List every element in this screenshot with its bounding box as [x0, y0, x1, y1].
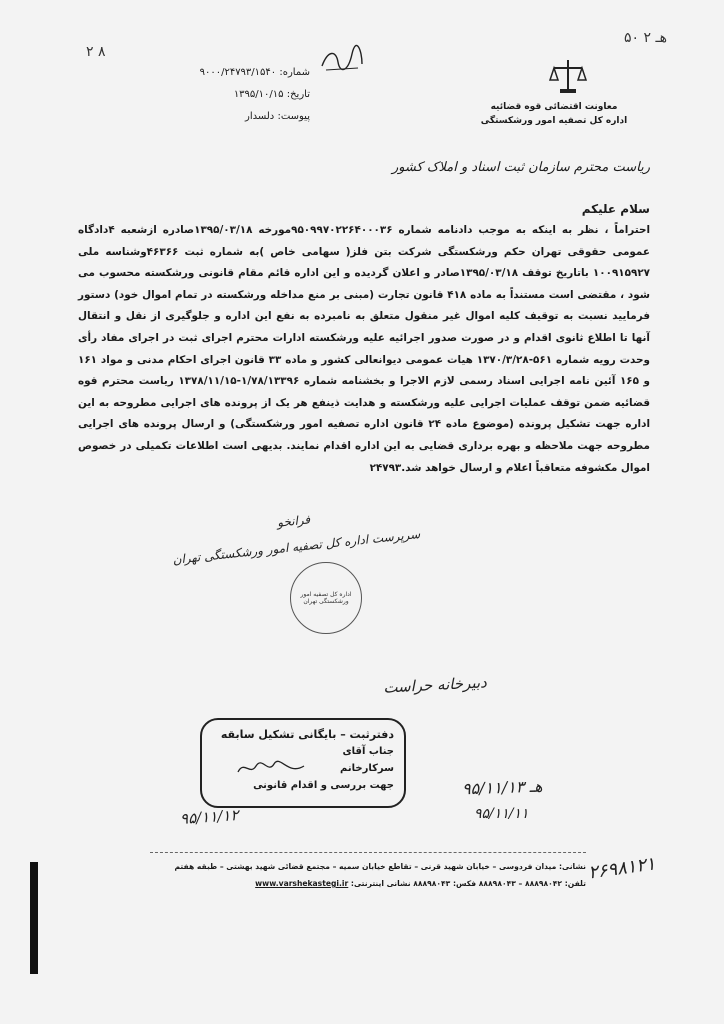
letter-attachment-row [140, 106, 310, 128]
footer-website-label: نشانی اینترنتی: [350, 879, 411, 888]
signature-line-1: فرانخو [276, 512, 311, 530]
signature-block [158, 494, 432, 574]
corner-handwritten-mark-left: ۲ ۸ [86, 44, 106, 60]
body-paragraph: احتراماً ، نظر به اینکه به موجب دادنامه شماره ۹۵۰۹۹۷۰۲۲۶۴۰۰۰۳۶مورخه ۱۳۹۵/۰۳/۱۸صادره ازشعبه ۴دادگاه عمومی حقوقی تهران حکم ورشکستگی شرکت بتن فلز( سهامی خاص )به شماره ثبت ۴۶۳۶۶وشناسه ملی ۱۰۰۹۱۵۹۲۷ باتاریخ توقف ۱۳۹۵/۰۳/۱۸صادر و اعلان گردیده و این اداره قائم مقام قانونی ورشکسته محسوب می شود ، مقتضی است مستنداً به ماده ۴۱۸ قانون تجارت (مبنی بر منع مداخله ورشکسته در تمام اموال خود) دستور فرمایید نسبت به توقیف کلیه اموال غیر منقول متعلق به نامبرده به نفع این اداره و جلوگیری از نقل و انتقال آنها تا اطلاع ثانوی اقدام و در صورت صدور اجرائیه علیه ورشکسته ادارات محترم اجرای ثبت در اجرای مفاد رأی وحدت رویه شماره ۵۶۱-۱۳۷۰/۳/۲۸ هیات عمومی دیوانعالی کشور و ماده ۳۳ قانون اجرای احکام مدنی و مواد ۱۶۱ و ۱۶۵ آئین نامه اجرایی اسناد رسمی لازم الاجرا و بخشنامه شماره ۱/۷۸/۱۳۳۹۶-۱۳۷۸/۱۱/۱۵ ریاست محترم قوه قضائیه ضمن توقف عملیات اجرایی علیه ورشکسته و هدایت ذینفع هر یک از پرونده های اجرایی مطروحه به این اداره جهت تشکیل پرونده (موضوع ماده ۲۴ قانون اداره تصفیه امور ورشکستگی) و ارسال پرونده های اجرایی مطروحه جهت ملاحظه و بهره برداری قضایی به این اداره اقدام نمایند. بدیهی است اطلاعات تکمیلی در خصوص اموال مکشوفه متعاقباً اعلام و ارسال خواهد شد.۲۴۷۹۳ [78, 224, 651, 474]
salutation: سلام علیکم [581, 202, 650, 216]
top-signature-scribble-icon [318, 44, 366, 74]
corner-handwritten-mark: ۵۰ ۲ هـ [624, 30, 667, 46]
org-line-2: اداره کل تصفیه امور ورشکستگی [480, 116, 628, 126]
letter-attachment-value: دلسدار [244, 111, 275, 122]
box-stamp-line-4: جهت بررسی و اقدام قانونی [253, 780, 394, 791]
letter-body [78, 220, 650, 479]
recipient-line: ریاست محترم سازمان ثبت اسناد و املاک کشور [391, 160, 650, 175]
footer-contact-row [150, 875, 586, 892]
stamp-scribble-icon [236, 758, 306, 778]
letter-number-label: شماره: [279, 67, 310, 78]
round-stamp-text: اداره کل تصفیه امور ورشکستگی تهران [300, 591, 352, 605]
judiciary-emblem-icon [548, 56, 588, 96]
handwritten-note: دبیرخانه حراست [382, 673, 488, 697]
letter-date-label: تاریخ: [286, 89, 310, 100]
handwritten-reference-number: ۲۶۹۸۱۲۱ [586, 853, 657, 884]
signature-line-2: سرپرست اداره کل تصفیه امور ورشکستگی تهران [171, 526, 421, 567]
letter-date-row [140, 84, 310, 106]
footer-address: نشانی: میدان فردوسی – خیابان شهید قرنی – تقاطع خیابان سمیه – مجتمع قضائی شهید بهشتی – طبقه هفتم [174, 862, 586, 871]
box-stamp-title: دفترثبت – بایگانی تشکیل سابقه [220, 728, 394, 741]
letter-attachment-label: پیوست: [277, 111, 310, 122]
letter-metadata [140, 62, 310, 128]
scan-edge-bar [30, 862, 38, 974]
footer-phone: تلفن: ۸۸۸۹۸۰۴۲ – ۸۸۸۹۸۰۴۳ فکس: ۸۸۸۹۸۰۴۳ [413, 879, 586, 888]
letter-footer [150, 858, 586, 892]
letter-number-value: ۹۰۰۰/۲۴۷۹۳/۱۵۴۰ [199, 67, 277, 78]
box-stamp-line-3: سرکارخانم [340, 763, 394, 774]
box-stamp-line-2: جناب آقای [342, 746, 394, 757]
round-official-stamp [290, 562, 362, 634]
org-line-1: معاونت اقتضائی قوه قضائیه [490, 102, 618, 112]
handwritten-date-right-top: ۹۵/۱۱/۱۳ هـ [461, 776, 543, 799]
handwritten-date-right-bottom: ۹۵/۱۱/۱۱ [474, 806, 529, 822]
organization-name [470, 100, 638, 128]
footer-divider [150, 852, 586, 853]
letter-number-row [140, 62, 310, 84]
footer-website-link[interactable]: www.varshekastegi.ir [255, 879, 349, 888]
letter-date-value: ۱۳۹۵/۱۰/۱۵ [233, 89, 284, 100]
handwritten-date-left: ۹۵/۱۱/۱۲ [179, 805, 240, 829]
